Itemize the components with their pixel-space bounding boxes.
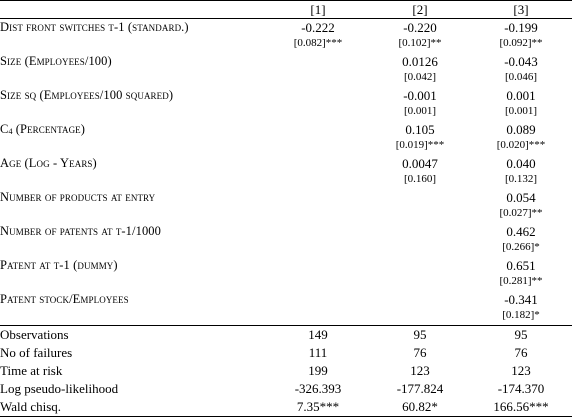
statistic-value: -177.824 xyxy=(396,381,444,396)
estimate-cell xyxy=(470,121,572,155)
variable-label: Age (Log - Years) xyxy=(0,156,97,170)
column-header-2: [2] xyxy=(370,1,470,19)
standard-error-value: [0.046] xyxy=(504,71,538,83)
header-label-cell xyxy=(0,1,266,19)
coefficient-value xyxy=(370,189,470,190)
statistic-label: Observations xyxy=(0,326,266,345)
coefficient-value: -0.220 xyxy=(403,20,437,35)
coefficient-value xyxy=(266,121,370,122)
coefficient-value: 0.462 xyxy=(506,224,536,239)
coefficient-value: -0.043 xyxy=(504,54,538,69)
coefficient-value xyxy=(266,257,370,258)
standard-error-value: [0.102]** xyxy=(398,37,442,49)
standard-error-value: [0.281]** xyxy=(499,275,543,287)
column-header-row xyxy=(0,1,572,19)
variable-row xyxy=(0,53,572,87)
coefficient-value: 0.089 xyxy=(506,122,536,137)
statistic-value: 95 xyxy=(470,326,572,345)
variable-label: Dist front switches t-1 (standard.) xyxy=(0,20,189,34)
statistic-label: Time at risk xyxy=(0,363,63,378)
estimate-cell xyxy=(266,291,370,326)
estimate-cell xyxy=(470,189,572,223)
variable-label: Patent stock/Employees xyxy=(0,292,129,306)
estimate-cell xyxy=(370,19,470,54)
variable-row xyxy=(0,121,572,155)
statistic-label: Wald chisq. xyxy=(0,398,266,417)
variable-label-subscript: 4 xyxy=(8,127,13,136)
estimate-cell xyxy=(370,223,470,257)
variable-label-prefix: C xyxy=(0,122,9,136)
statistic-value: 60.82* xyxy=(370,398,470,417)
statistic-value: 76 xyxy=(413,345,427,360)
standard-error-value: [0.027]** xyxy=(499,207,543,219)
coefficient-value xyxy=(266,291,370,292)
variable-label: Number of products at entry xyxy=(0,190,156,204)
statistic-row xyxy=(0,380,572,398)
variable-label: Patent at t-1 (dummy) xyxy=(0,258,118,272)
statistic-value: 95 xyxy=(370,326,470,345)
standard-error-value: [0.092]** xyxy=(499,37,543,49)
estimate-cell xyxy=(370,291,470,326)
standard-error-value: [0.160] xyxy=(403,173,437,185)
coefficient-value xyxy=(266,189,370,190)
coefficient-value: -0.199 xyxy=(504,20,538,35)
variable-label-text: (Percentage) xyxy=(12,122,86,136)
estimate-cell xyxy=(266,53,370,87)
statistic-value: 111 xyxy=(308,345,328,360)
statistic-value: 149 xyxy=(266,326,370,345)
column-header-1: [1] xyxy=(266,1,370,19)
estimate-cell xyxy=(266,257,370,291)
estimate-cell xyxy=(266,155,370,189)
estimate-cell xyxy=(370,155,470,189)
estimate-cell xyxy=(266,189,370,223)
standard-error-value: [0.001] xyxy=(403,105,437,117)
estimate-cell xyxy=(370,189,470,223)
estimate-cell xyxy=(470,257,572,291)
estimate-cell xyxy=(266,87,370,121)
coefficient-value: 0.054 xyxy=(506,190,536,205)
standard-error-value: [0.132] xyxy=(504,173,538,185)
coefficient-value xyxy=(266,53,370,54)
coefficient-value xyxy=(266,155,370,156)
standard-error-value: [0.001] xyxy=(504,105,538,117)
coefficient-value xyxy=(266,223,370,224)
variable-label: Size sq (Employees/100 squared) xyxy=(0,88,174,102)
standard-error-value: [0.020]*** xyxy=(496,139,546,151)
coefficient-value: -0.341 xyxy=(504,292,538,307)
statistic-value: 123 xyxy=(410,363,430,378)
statistic-label: No of failures xyxy=(0,345,73,360)
coefficient-value xyxy=(370,223,470,224)
coefficient-value: 0.105 xyxy=(405,122,435,137)
statistic-value: 123 xyxy=(511,363,531,378)
variable-label: Size (Employees/100) xyxy=(0,54,112,68)
estimate-cell xyxy=(370,53,470,87)
estimate-cell xyxy=(266,223,370,257)
statistic-row xyxy=(0,362,572,380)
statistic-row xyxy=(0,326,572,345)
statistic-label: Log pseudo-likelihood xyxy=(0,381,119,396)
variable-row xyxy=(0,87,572,121)
standard-error-value: [0.019]*** xyxy=(395,139,445,151)
statistic-value: -174.370 xyxy=(497,381,545,396)
coefficient-value xyxy=(370,291,470,292)
estimate-cell xyxy=(470,223,572,257)
statistic-row xyxy=(0,344,572,362)
coefficient-value: 0.651 xyxy=(506,258,536,273)
variable-row xyxy=(0,189,572,223)
coefficient-value xyxy=(266,87,370,88)
statistic-value: 7.35*** xyxy=(266,398,370,417)
coefficient-value: 0.0047 xyxy=(402,156,438,171)
standard-error-value: [0.266]* xyxy=(502,241,540,253)
variable-label xyxy=(0,121,266,155)
estimate-cell xyxy=(266,121,370,155)
variable-row xyxy=(0,257,572,291)
estimate-cell xyxy=(470,53,572,87)
estimate-cell xyxy=(370,121,470,155)
coefficient-value: -0.222 xyxy=(301,20,335,35)
standard-error-value: [0.042] xyxy=(403,71,437,83)
estimate-cell xyxy=(370,257,470,291)
variable-row xyxy=(0,291,572,326)
coefficient-value xyxy=(370,257,470,258)
column-header-3: [3] xyxy=(470,1,572,19)
variable-row xyxy=(0,19,572,54)
standard-error-value: [0.182]* xyxy=(502,309,540,321)
variable-row xyxy=(0,155,572,189)
estimate-cell xyxy=(266,19,370,54)
estimate-cell xyxy=(470,291,572,326)
estimate-cell xyxy=(470,155,572,189)
estimate-cell xyxy=(370,87,470,121)
variable-row xyxy=(0,223,572,257)
estimate-cell xyxy=(470,87,572,121)
coefficient-value: 0.040 xyxy=(506,156,536,171)
statistic-value: 166.56*** xyxy=(470,398,572,417)
coefficient-value: 0.0126 xyxy=(402,54,438,69)
standard-error-value: [0.082]*** xyxy=(293,37,343,49)
coefficient-value: -0.001 xyxy=(403,88,437,103)
statistic-value: -326.393 xyxy=(294,381,342,396)
estimate-cell xyxy=(470,19,572,54)
statistic-value: 76 xyxy=(514,345,528,360)
statistic-value: 199 xyxy=(308,363,328,378)
variable-label: Number of patents at t-1/1000 xyxy=(0,224,161,238)
statistic-row xyxy=(0,398,572,417)
coefficient-value: 0.001 xyxy=(506,88,536,103)
